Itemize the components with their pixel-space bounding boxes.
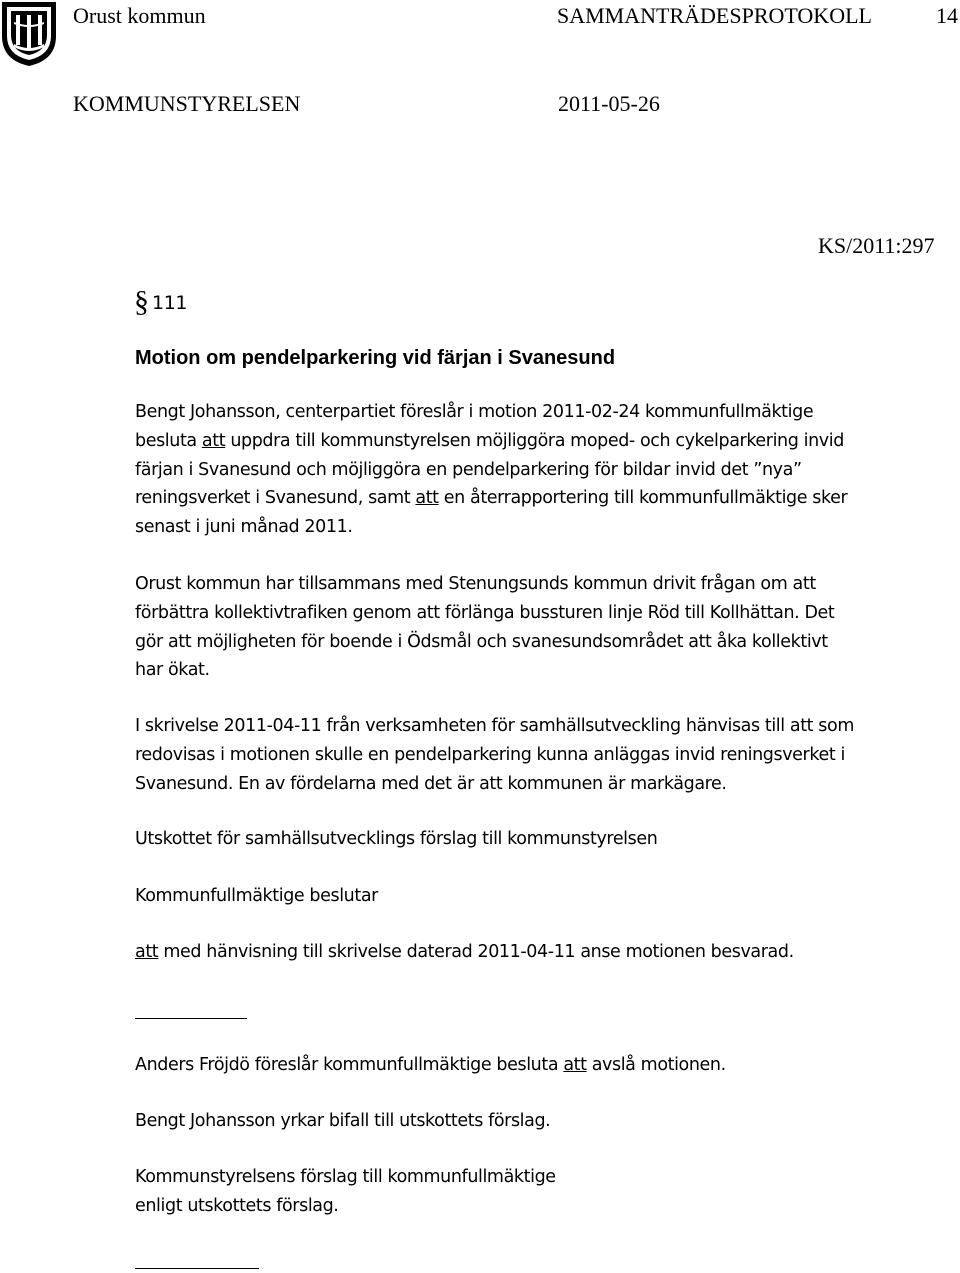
coat-of-arms-logo (0, 0, 58, 68)
paragraph-decision (135, 938, 960, 967)
separator-line (135, 1018, 247, 1019)
paragraph-council-decides (135, 882, 960, 911)
text-line: gör att möjligheten för boende i Ödsmål och svanesundsområdet att åka kollektivt (135, 631, 828, 652)
text-fragment: reningsverket i Svanesund, samt (135, 488, 416, 509)
paragraph-board-proposal (135, 1163, 960, 1221)
text-line: färjan i Svanesund och möjliggöra en pendelparkering för bildar invid det ”nya” (135, 459, 802, 480)
text-line: Orust kommun har tillsammans med Stenungsunds kommun drivit frågan om att (135, 574, 816, 594)
text-line (135, 938, 960, 967)
text-fragment: uppdra till kommunstyrelsen möjliggöra moped- och cykelparkering invid (225, 430, 844, 451)
att-keyword: att (415, 488, 439, 509)
text-line: förbättra kollektivtrafiken genom att förlänga bussturen linje Röd till Kollhättan. Det (135, 602, 835, 623)
text-line: enligt utskottets förslag. (135, 1195, 339, 1216)
paragraph-motion (135, 398, 960, 542)
text-fragment: besluta (135, 430, 202, 451)
att-keyword: att (563, 1055, 587, 1075)
text-line: Kommunstyrelsens förslag till kommunfullmäktige (135, 1167, 556, 1187)
text-line: Svanesund. En av fördelarna med det är att kommunen är markägare. (135, 773, 727, 794)
text-line (135, 427, 960, 456)
text-line: har ökat. (135, 660, 210, 681)
text-line: Utskottet för samhällsutvecklings förslag till kommunstyrelsen (135, 829, 658, 849)
paragraph-skrivelse (135, 712, 960, 798)
text-fragment: med hänvisning till skrivelse daterad 2011-04-11 anse motionen besvarad. (158, 942, 794, 962)
text-fragment: avslå motionen. (586, 1055, 726, 1075)
text-fragment: Anders Fröjdö föreslår kommunfullmäktige besluta (135, 1055, 564, 1075)
document-title: Motion om pendelparkering vid färjan i Svanesund (135, 347, 616, 369)
att-keyword: att (135, 942, 159, 962)
section-number: 111 (152, 292, 188, 314)
text-line: redovisas i motionen skulle en pendelparkering kunna anläggas invid reningsverket i (135, 744, 845, 765)
paragraph-collective-traffic (135, 570, 960, 685)
case-number: KS/2011:297 (818, 233, 935, 258)
paragraph-proposal-reject (135, 1051, 960, 1080)
text-line: Kommunfullmäktige beslutar (135, 886, 378, 906)
section-symbol: § (134, 285, 149, 318)
paragraph-support (135, 1107, 960, 1136)
header-date: 2011-05-26 (558, 91, 660, 116)
text-line: Bengt Johansson, centerpartiet föreslår i motion 2011-02-24 kommunfullmäktige (135, 402, 814, 422)
header-document-type: SAMMANTRÄDESPROTOKOLL (557, 3, 872, 28)
header-municipality: Orust kommun (73, 3, 206, 28)
text-line: I skrivelse 2011-04-11 från verksamheten för samhällsutveckling hänvisas till att som (135, 716, 854, 736)
text-line (135, 1051, 960, 1080)
separator-line (135, 1268, 259, 1269)
text-line: senast i juni månad 2011. (135, 517, 353, 538)
text-fragment: en återrapportering till kommunfullmäktige sker (438, 488, 848, 509)
header-page-number: 14 (936, 3, 958, 28)
text-line (135, 484, 960, 513)
text-line: Bengt Johansson yrkar bifall till utskottets förslag. (135, 1111, 551, 1131)
header-committee: KOMMUNSTYRELSEN (73, 91, 301, 116)
paragraph-committee-proposal (135, 825, 960, 854)
att-keyword: att (201, 430, 226, 451)
